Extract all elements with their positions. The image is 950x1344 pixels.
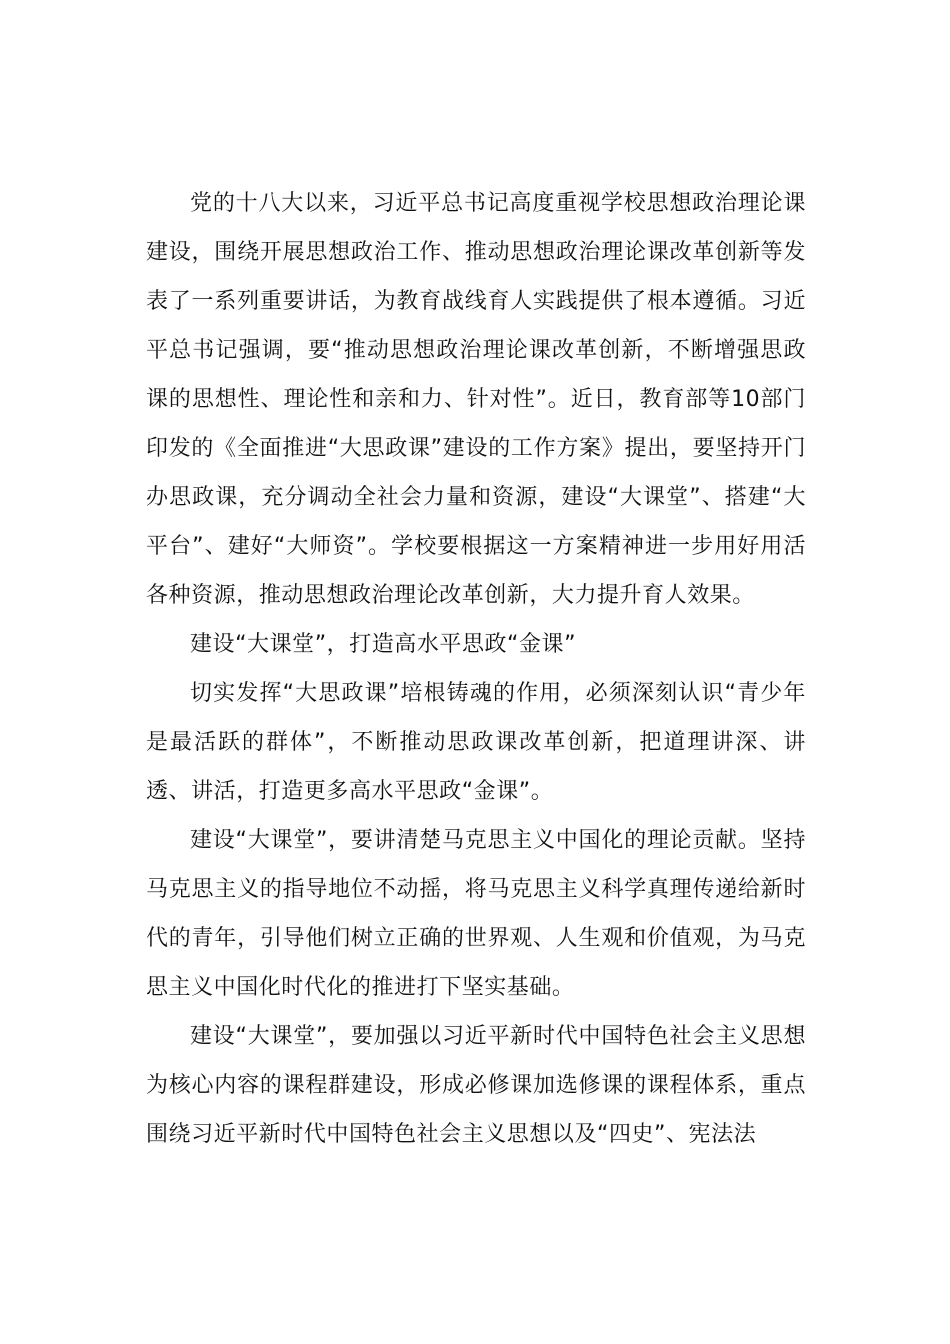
paragraph-golden-course: 切实发挥“大思政课”培根铸魂的作用，必须深刻认识“青少年是最活跃的群体”，不断推动思政课改革创新，把道理讲深、讲透、讲活，打造更多高水平思政“金课”。: [146, 681, 806, 804]
paragraph-marxism: 建设“大课堂”，要讲清楚马克思主义中国化的理论贡献。坚持马克思主义的指导地位不动摇，将马克思主义科学真理传递给新时代的青年，引导他们树立正确的世界观、人生观和价值观，为马克思主义中国化时代化的推进打下坚实基础。: [146, 828, 806, 1000]
document-body: [146, 179, 806, 1159]
paragraph-curriculum: 建设“大课堂”，要加强以习近平新时代中国特色社会主义思想为核心内容的课程群建设，形成必修课加选修课的课程体系，重点围绕习近平新时代中国特色社会主义思想以及“四史”、宪法法: [146, 1024, 806, 1147]
section-heading: 建设“大课堂”，打造高水平思政“金课”: [190, 632, 577, 657]
paragraph-intro: 党的十八大以来，习近平总书记高度重视学校思想政治理论课建设，围绕开展思想政治工作、推动思想政治理论课改革创新等发表了一系列重要讲话，为教育战线育人实践提供了根本遵循。习近平总书记强调，要“推动思想政治理论课改革创新，不断增强思政课的思想性、理论性和亲和力、针对性”。近日，教育部等10部门印发的《全面推进“大思政课”建设的工作方案》提出，要坚持开门办思政课，充分调动全社会力量和资源，建设“大课堂”、搭建“大平台”、建好“大师资”。学校要根据这一方案精神进一步用好用活各种资源，推动思想政治理论改革创新，大力提升育人效果。: [146, 191, 806, 608]
